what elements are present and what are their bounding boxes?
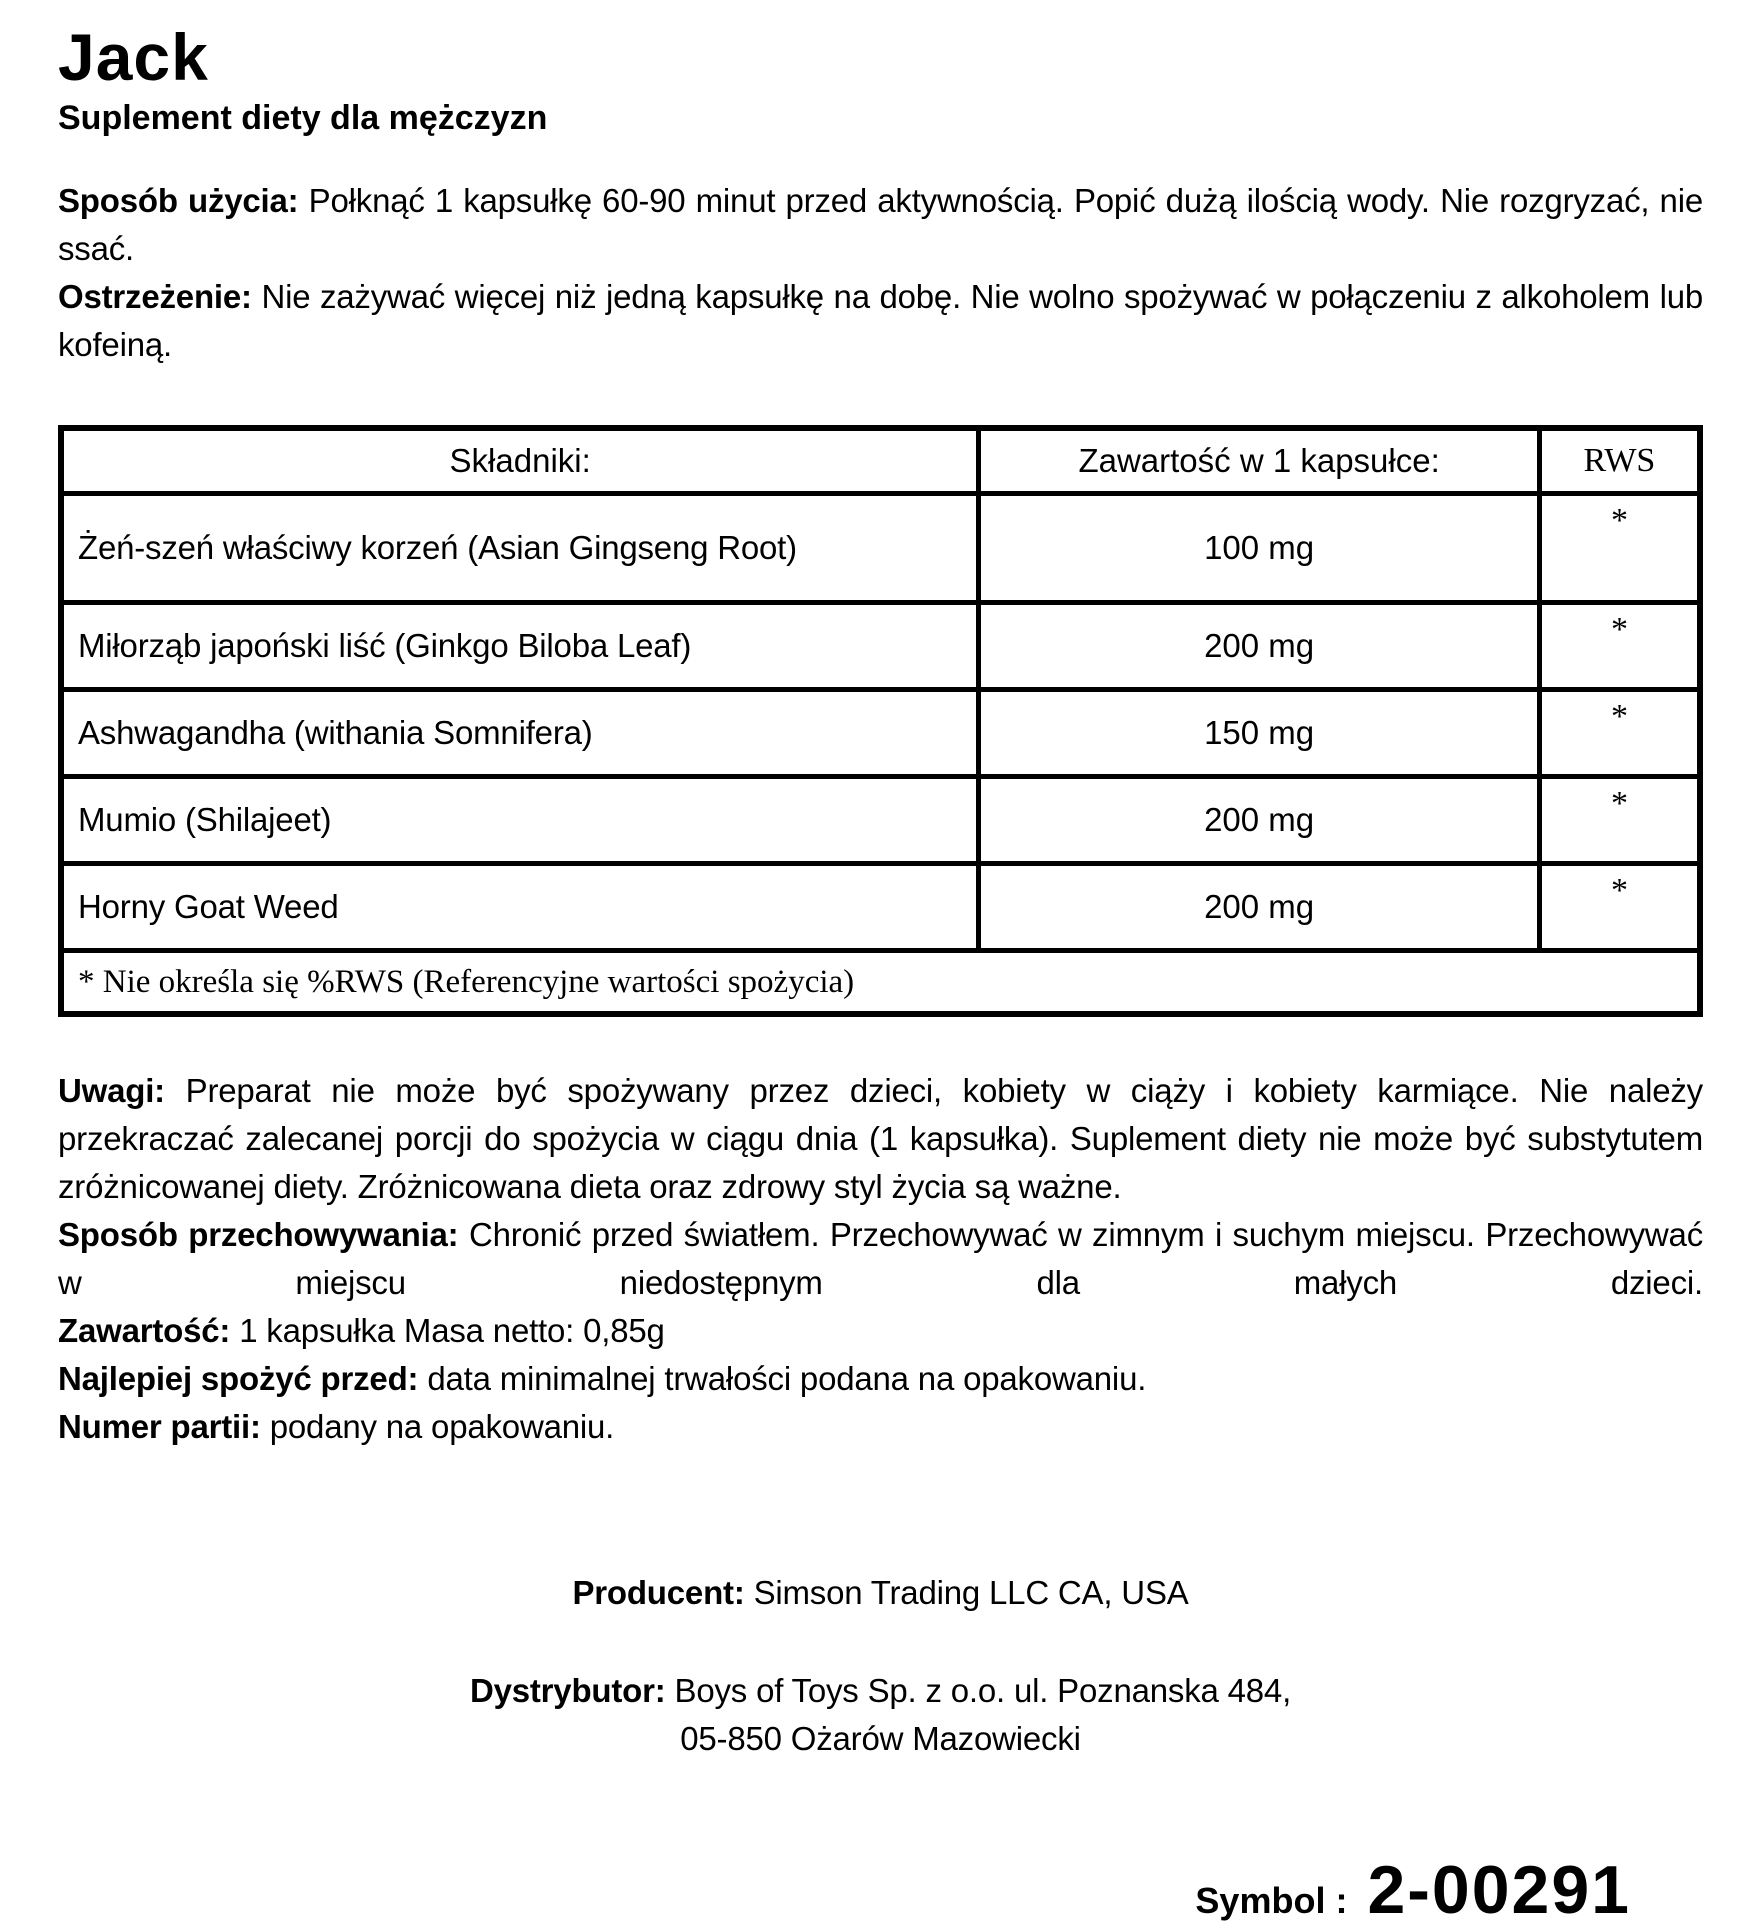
distributor-line-1 [58,1667,1703,1715]
best-before-text: data minimalnej trwałości podana na opakowaniu. [427,1360,1147,1398]
batch-label: Numer partii: [58,1408,261,1446]
ingredient-rws: * [1539,494,1700,603]
ingredient-rws: * [1539,603,1700,690]
ingredient-name: Żeń-szeń właściwy korzeń (Asian Gingseng Root) [61,494,979,603]
producer-line [58,1569,1703,1617]
batch-text: podany na opakowaniu. [269,1408,615,1446]
symbol-value: 2-00291 [1367,1852,1631,1929]
distributor-block [58,1667,1703,1763]
usage-text: Połknąć 1 kapsułkę 60-90 minut przed aktywnością. Popić dużą ilością wody. Nie rozgryzać, nie ssać. [58,182,1703,268]
table-footnote-row [61,951,1700,1015]
warning-paragraph [58,273,1703,369]
usage-warning-block [58,177,1703,369]
header-rws: RWS [1539,428,1700,494]
page-subtitle: Suplement diety dla mężczyzn [58,99,548,137]
ingredient-amount: 200 mg [979,864,1540,951]
best-before-label: Najlepiej spożyć przed: [58,1360,419,1398]
warning-label: Ostrzeżenie: [58,278,252,316]
distributor-line-2: 05-850 Ożarów Mazowiecki [680,1720,1081,1758]
ingredient-amount: 150 mg [979,690,1540,777]
ingredient-amount: 200 mg [979,777,1540,864]
table-row [61,864,1700,951]
page-title: Jack [58,20,209,94]
remarks-text: Preparat nie może być spożywany przez dzieci, kobiety w ciąży i kobiety karmiące. Nie należy przekraczać zalecanej porcji do spożycia w ciągu dnia (1 kapsułka). Suplement diety nie może być substytutem zróżnicowanej diety. Zróżnicowana dieta oraz zdrowy styl życia są ważne. [58,1072,1703,1206]
storage-text: Chronić przed światłem. Przechowywać w zimnym i suchym miejscu. Przechowywać w miejscu niedostępnym dla małych dzieci. [58,1216,1704,1302]
batch-line [58,1403,1703,1451]
remarks-paragraph [58,1067,1703,1211]
table-header-row [61,428,1700,494]
storage-label: Sposób przechowywania: [58,1216,459,1254]
content-text: 1 kapsułka Masa netto: 0,85g [239,1312,665,1350]
header-amount-per-capsule: Zawartość w 1 kapsułce: [979,428,1540,494]
content-label: Zawartość: [58,1312,231,1350]
producer-text: Simson Trading LLC CA, USA [753,1574,1189,1612]
ingredient-name: Horny Goat Weed [61,864,979,951]
table-row [61,603,1700,690]
ingredient-amount: 200 mg [979,603,1540,690]
storage-paragraph [58,1211,1703,1307]
table-footnote: * Nie określa się %RWS (Referencyjne wartości spożycia) [61,951,1700,1015]
producer-label: Producent: [572,1574,745,1612]
header-ingredients: Składniki: [61,428,979,494]
ingredient-name: Mumio (Shilajeet) [61,777,979,864]
ingredient-rws: * [1539,777,1700,864]
ingredients-table-wrapper [58,425,1703,1017]
symbol-row [58,1851,1703,1929]
ingredient-amount: 100 mg [979,494,1540,603]
usage-paragraph [58,177,1703,273]
warning-text: Nie zażywać więcej niż jedną kapsułkę na dobę. Nie wolno spożywać w połączeniu z alkoholem lub kofeiną. [58,278,1704,364]
remarks-label: Uwagi: [58,1072,165,1110]
table-row [61,494,1700,603]
distributor-text: Boys of Toys Sp. z o.o. ul. Poznanska 484, [674,1672,1292,1710]
ingredient-rws: * [1539,864,1700,951]
notes-block [58,1067,1703,1451]
ingredient-rws: * [1539,690,1700,777]
symbol-label: Symbol : [1195,1880,1348,1922]
content-line [58,1307,1703,1355]
ingredient-name: Ashwagandha (withania Somnifera) [61,690,979,777]
ingredient-name: Miłorząb japoński liść (Ginkgo Biloba Leaf) [61,603,979,690]
usage-label: Sposób użycia: [58,182,299,220]
table-row [61,777,1700,864]
best-before-line [58,1355,1703,1403]
table-row [61,690,1700,777]
ingredients-table [58,425,1703,1017]
distributor-label: Dystrybutor: [469,1672,666,1710]
